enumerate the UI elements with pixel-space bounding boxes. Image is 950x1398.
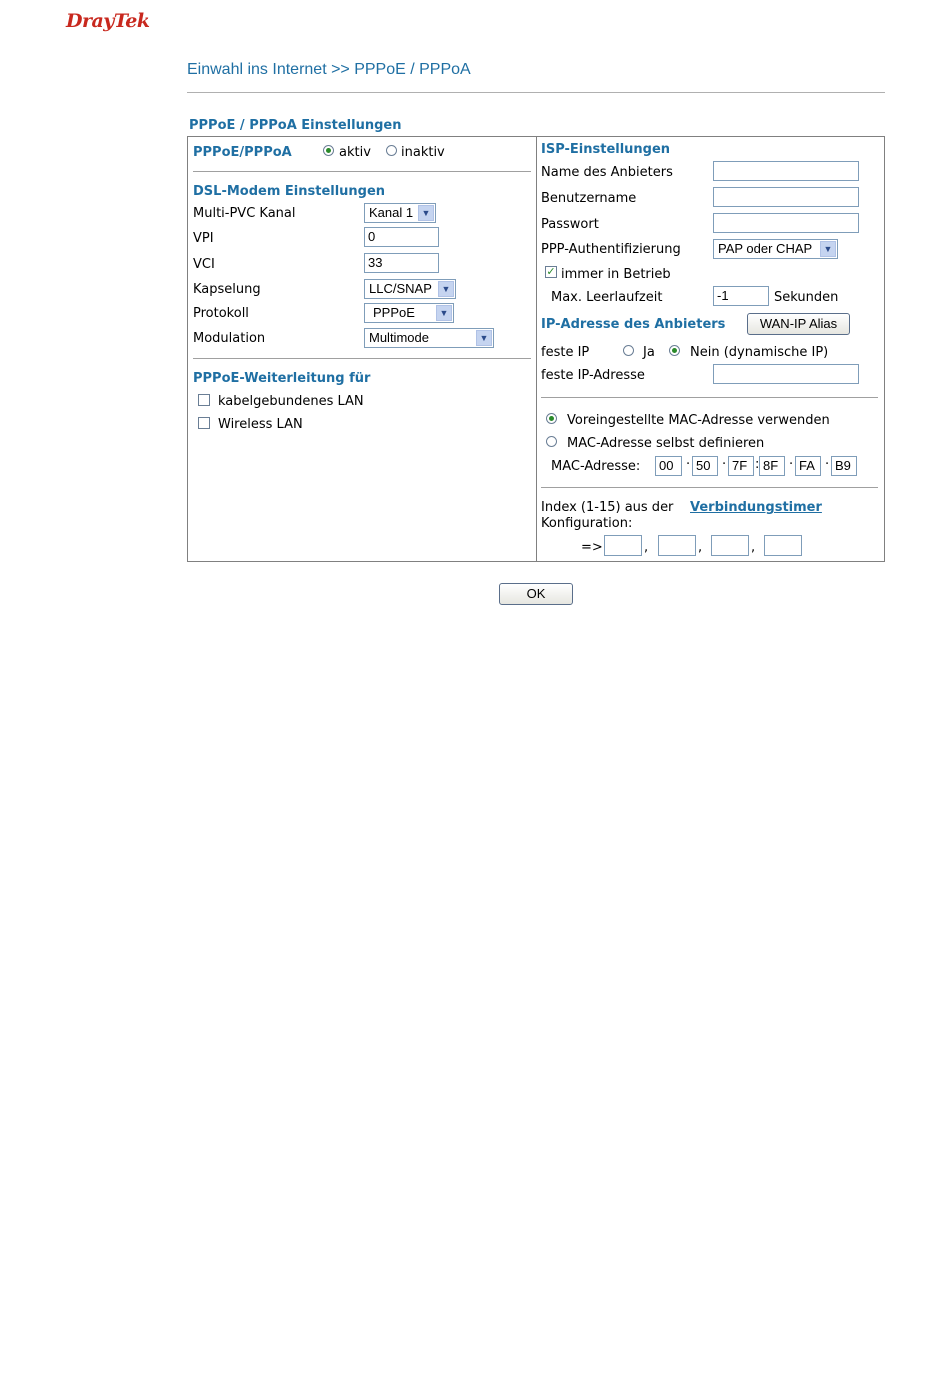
mac-address-label: MAC-Adresse: <box>551 459 641 474</box>
index-input-3[interactable] <box>711 535 749 556</box>
section-title: PPPoE / PPPoA Einstellungen <box>189 118 402 133</box>
separator <box>541 397 878 398</box>
provider-input[interactable] <box>713 161 859 181</box>
protocol-label: Protokoll <box>193 306 249 321</box>
username-input[interactable] <box>713 187 859 207</box>
ok-button[interactable]: OK <box>499 583 573 605</box>
mac-dot: · <box>686 457 691 472</box>
wan-ip-alias-button[interactable]: WAN-IP Alias <box>747 313 850 335</box>
chevron-down-icon: ▼ <box>436 305 452 321</box>
vci-label: VCI <box>193 257 215 272</box>
auth-value: PAP oder CHAP <box>718 241 813 256</box>
separator <box>541 487 878 488</box>
column-divider <box>536 137 537 561</box>
separator <box>193 358 531 359</box>
arrow-label: => <box>581 540 603 555</box>
always-on-label: immer in Betrieb <box>561 267 671 282</box>
auth-label: PPP-Authentifizierung <box>541 242 681 257</box>
vci-input[interactable]: 33 <box>364 253 439 273</box>
mac-custom-label: MAC-Adresse selbst definieren <box>567 436 765 451</box>
wireless-lan-label: Wireless LAN <box>218 417 303 432</box>
mac-dot: · <box>722 457 727 472</box>
pppoe-label: PPPoE/PPPoA <box>193 145 292 160</box>
modulation-label: Modulation <box>193 331 266 346</box>
chevron-down-icon: ▼ <box>418 205 434 221</box>
separator <box>193 171 531 172</box>
vpi-input[interactable]: 0 <box>364 227 439 247</box>
idle-unit: Sekunden <box>774 290 839 305</box>
vpi-label: VPI <box>193 231 214 246</box>
mac-octet-4[interactable]: 8F <box>759 456 785 476</box>
modulation-value: Multimode <box>369 330 429 345</box>
chevron-down-icon: ▼ <box>476 330 492 346</box>
comma: , <box>698 540 703 555</box>
dsl-heading: DSL-Modem Einstellungen <box>193 184 386 199</box>
auth-select[interactable] <box>713 239 838 259</box>
radio-aktiv[interactable] <box>323 145 334 156</box>
ip-heading: IP-Adresse des Anbieters <box>541 317 726 332</box>
radio-fixed-no[interactable] <box>669 345 680 356</box>
wired-lan-checkbox[interactable] <box>198 394 210 406</box>
index-input-1[interactable] <box>604 535 642 556</box>
chevron-down-icon: ▼ <box>820 241 836 257</box>
encap-label: Kapselung <box>193 282 261 297</box>
mac-octet-5[interactable]: FA <box>795 456 821 476</box>
verbindungstimer-link[interactable]: Verbindungstimer <box>690 500 822 515</box>
mac-octet-1[interactable]: 00 <box>655 456 682 476</box>
mac-dot: · <box>825 457 830 472</box>
mac-default-label: Voreingestellte MAC-Adresse verwenden <box>567 413 830 428</box>
mac-octet-6[interactable]: B9 <box>831 456 857 476</box>
forward-heading: PPPoE-Weiterleitung für <box>193 371 371 386</box>
fixed-ip-address-label: feste IP-Adresse <box>541 368 645 383</box>
comma: , <box>751 540 756 555</box>
radio-fixed-yes[interactable] <box>623 345 634 356</box>
radio-mac-custom[interactable] <box>546 436 557 447</box>
mac-colon: : <box>755 457 760 472</box>
fixed-ip-label: feste IP <box>541 345 590 360</box>
encap-value: LLC/SNAP <box>369 281 432 296</box>
modulation-select[interactable] <box>364 328 494 348</box>
index-label: Index (1-15) aus der <box>541 500 674 515</box>
password-input[interactable] <box>713 213 859 233</box>
multi-pvc-value: Kanal 1 <box>369 205 414 220</box>
encap-select[interactable] <box>364 279 456 299</box>
chevron-down-icon: ▼ <box>438 281 454 297</box>
fixed-ip-address-input[interactable] <box>713 364 859 384</box>
page-title: Einwahl ins Internet >> PPPoE / PPPoA <box>187 61 471 78</box>
comma: , <box>644 540 649 555</box>
idle-input[interactable]: -1 <box>713 286 769 306</box>
mac-dot: · <box>789 457 794 472</box>
fixed-yes-label: Ja <box>643 345 655 360</box>
provider-label: Name des Anbieters <box>541 165 673 180</box>
wireless-lan-checkbox[interactable] <box>198 417 210 429</box>
always-on-checkbox[interactable]: ✓ <box>546 265 556 278</box>
radio-inaktiv-label: inaktiv <box>401 145 445 160</box>
fixed-no-label: Nein (dynamische IP) <box>690 345 829 360</box>
radio-mac-default[interactable] <box>546 413 557 424</box>
protocol-select[interactable] <box>364 303 454 323</box>
password-label: Passwort <box>541 217 599 232</box>
index-input-2[interactable] <box>658 535 696 556</box>
protocol-value: PPPoE <box>373 305 415 320</box>
multi-pvc-select[interactable] <box>364 203 436 223</box>
mac-octet-3[interactable]: 7F <box>728 456 754 476</box>
draytek-logo: DrayTek <box>66 10 150 32</box>
index-input-4[interactable] <box>764 535 802 556</box>
idle-label: Max. Leerlaufzeit <box>551 290 663 305</box>
wired-lan-label: kabelgebundenes LAN <box>218 394 364 409</box>
username-label: Benutzername <box>541 191 637 206</box>
title-divider <box>187 92 885 93</box>
radio-inaktiv[interactable] <box>386 145 397 156</box>
radio-aktiv-label: aktiv <box>339 145 371 160</box>
config-label: Konfiguration: <box>541 516 633 531</box>
mac-octet-2[interactable]: 50 <box>692 456 718 476</box>
multi-pvc-label: Multi-PVC Kanal <box>193 206 296 221</box>
isp-heading: ISP-Einstellungen <box>541 142 671 157</box>
